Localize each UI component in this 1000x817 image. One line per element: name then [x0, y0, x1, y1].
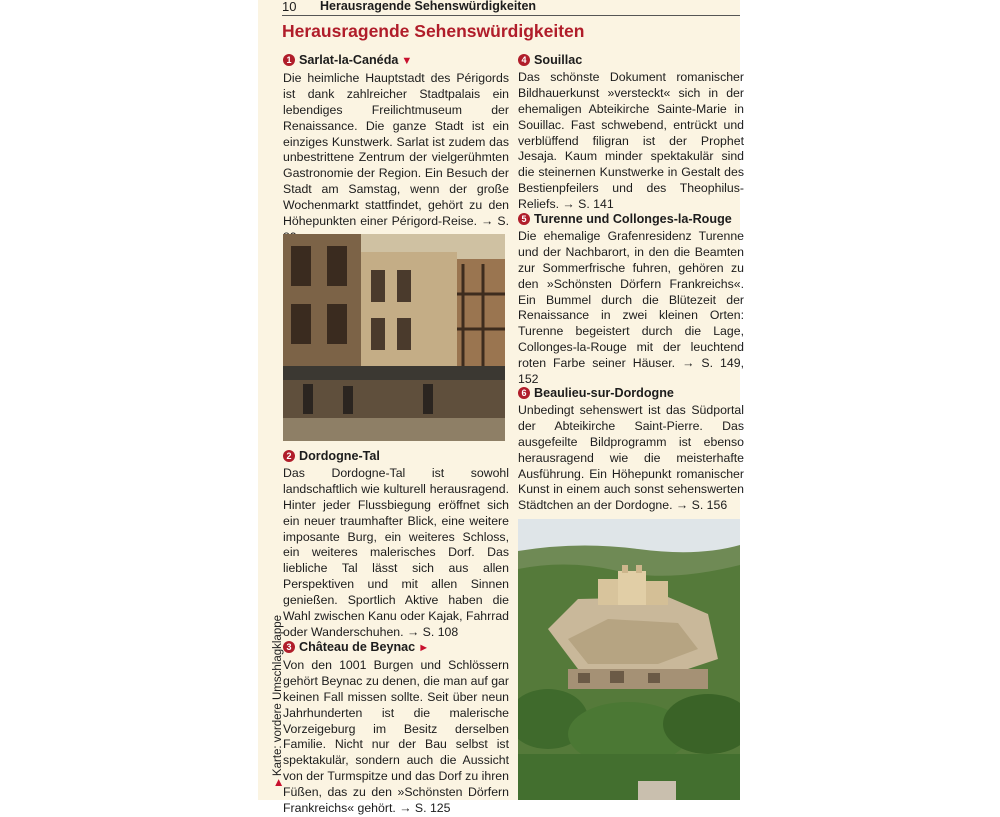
- running-title: Herausragende Sehenswürdigkeiten: [320, 0, 537, 13]
- section-body: Die ehemalige Grafenresidenz Turenne und der Nachbarort, in den die Beamten zur Sommerfrische fuhren, gehören zu den »Schönsten Dörfern Frankreichs«. Ein Bummel durch die Blütezeit der Renaissance in zwei kleinen Orten: Turenne begeistert durch die Lage, Collonges-la-Rouge mit der leuchtend roten Farbe seiner Häuser. → S. 149, 152: [518, 228, 744, 387]
- section-heading: [283, 640, 509, 657]
- map-reference-note: [272, 615, 284, 786]
- section-dordogne-tal: [283, 449, 509, 641]
- beynac-castle-photo: [518, 519, 740, 800]
- section-heading: [518, 212, 744, 228]
- section-turenne-collonges: [518, 212, 744, 388]
- section-body: Die heimliche Hauptstadt des Périgords ist dank zahlreicher Stadtpalais ein lebendiges Freilichtmuseum der Renaissance. Die ganze Stadt ist ein einziges Kunstwerk. Sarlat ist zudem das unbestrittene Zentrum der vielgerühmten Gastronomie der Region. Ein Besuch der Stadt am Samstag, wenn der große Wochenmarkt stattfindet, gehört zu den Höhepunkten einer Périgord-Reise. → S.: [283, 70, 509, 229]
- number-badge: 1: [283, 54, 295, 66]
- section-body: Das Dordogne-Tal ist sowohl landschaftlich wie kulturell herausragend. Hinter jeder Flussbiegung eröffnet sich ein neuer traumhafter Blick, eine weitere imposante Burg, ein weiteres Schloss, ein weiteres malerisches Dorf. Das liebliche Tal lässt sich aus allen Perspektiven und mit allen Sinnen genießen. Sportlich Aktive haben die Wahl zwischen Kanu oder Kajak, Fahrrad oder Wanderschuhen. → S. 108: [283, 465, 509, 639]
- section-heading: [518, 386, 744, 402]
- section-title: Dordogne-Tal: [299, 449, 380, 463]
- page-number: 10: [282, 0, 297, 14]
- section-title: Sarlat-la-Canéda: [299, 53, 399, 67]
- map-reference-text: Karte: vordere Umschlagklappe: [272, 614, 284, 777]
- section-title: Beaulieu-sur-Dordogne: [534, 386, 674, 400]
- number-badge: 3: [283, 641, 295, 653]
- section-heading: [283, 449, 509, 465]
- triangle-icon: ▶: [273, 779, 283, 786]
- section-sarlat: [283, 53, 509, 246]
- map-marker-icon: ▼: [401, 55, 413, 67]
- number-badge: 5: [518, 213, 530, 225]
- section-title: Souillac: [534, 53, 583, 67]
- section-title: Château de Beynac: [299, 640, 416, 654]
- number-badge: 2: [283, 450, 295, 462]
- section-beaulieu: [518, 386, 744, 514]
- section-heading: [283, 53, 509, 70]
- section-chateau-de-beynac: [283, 640, 509, 817]
- number-badge: 6: [518, 387, 530, 399]
- section-souillac: [518, 53, 744, 213]
- number-badge: 4: [518, 54, 530, 66]
- section-heading: [518, 53, 744, 69]
- section-body: Von den 1001 Burgen und Schlössern gehört Beynac zu denen, die man auf gar keinen Fall missen sollte. Seit über neun Jahrhunderten ist die malerische Vorzeigeburg im Besitz derselben Familie. Nicht nur der Bau selbst ist spektakulär, sondern auch die Aussicht von der Turmspitze und das Dorf zu ihren Füßen, das zu den »Schönsten Dörfern Frankreichs« gehört. → S. 125: [283, 657, 509, 816]
- running-header: [282, 0, 740, 16]
- sarlat-market-photo: [283, 234, 505, 441]
- section-body: Unbedingt sehenswert ist das Südportal der Abteikirche Saint-Pierre. Das ausgefeilte Bildprogramm ist ebenso herausragend wie die meisterhafte Ausführung. Ein Höhepunkt romanischer Kunst in einem auch sonst sehenswerten Städtchen an der Dordogne. → S. 156: [518, 402, 744, 513]
- page-title: Herausragende Sehenswürdigkeiten: [282, 21, 585, 41]
- map-marker-icon: ►: [418, 642, 430, 654]
- section-title: Turenne und Collonges-la-Rouge: [534, 212, 732, 226]
- section-body: Das schönste Dokument romanischer Bildhauerkunst »versteckt« sich in der ehemaligen Abteikirche Sainte-Marie in Souillac. Fast schwebend, entrückt und verblüffend filigran ist der Prophet Jesaja. Kaum minder spektakulär sind die steinernen Kunstwerke in Gestalt des Bestienpfeilers und des Theophilus-Reliefs. → S. 141: [518, 69, 744, 212]
